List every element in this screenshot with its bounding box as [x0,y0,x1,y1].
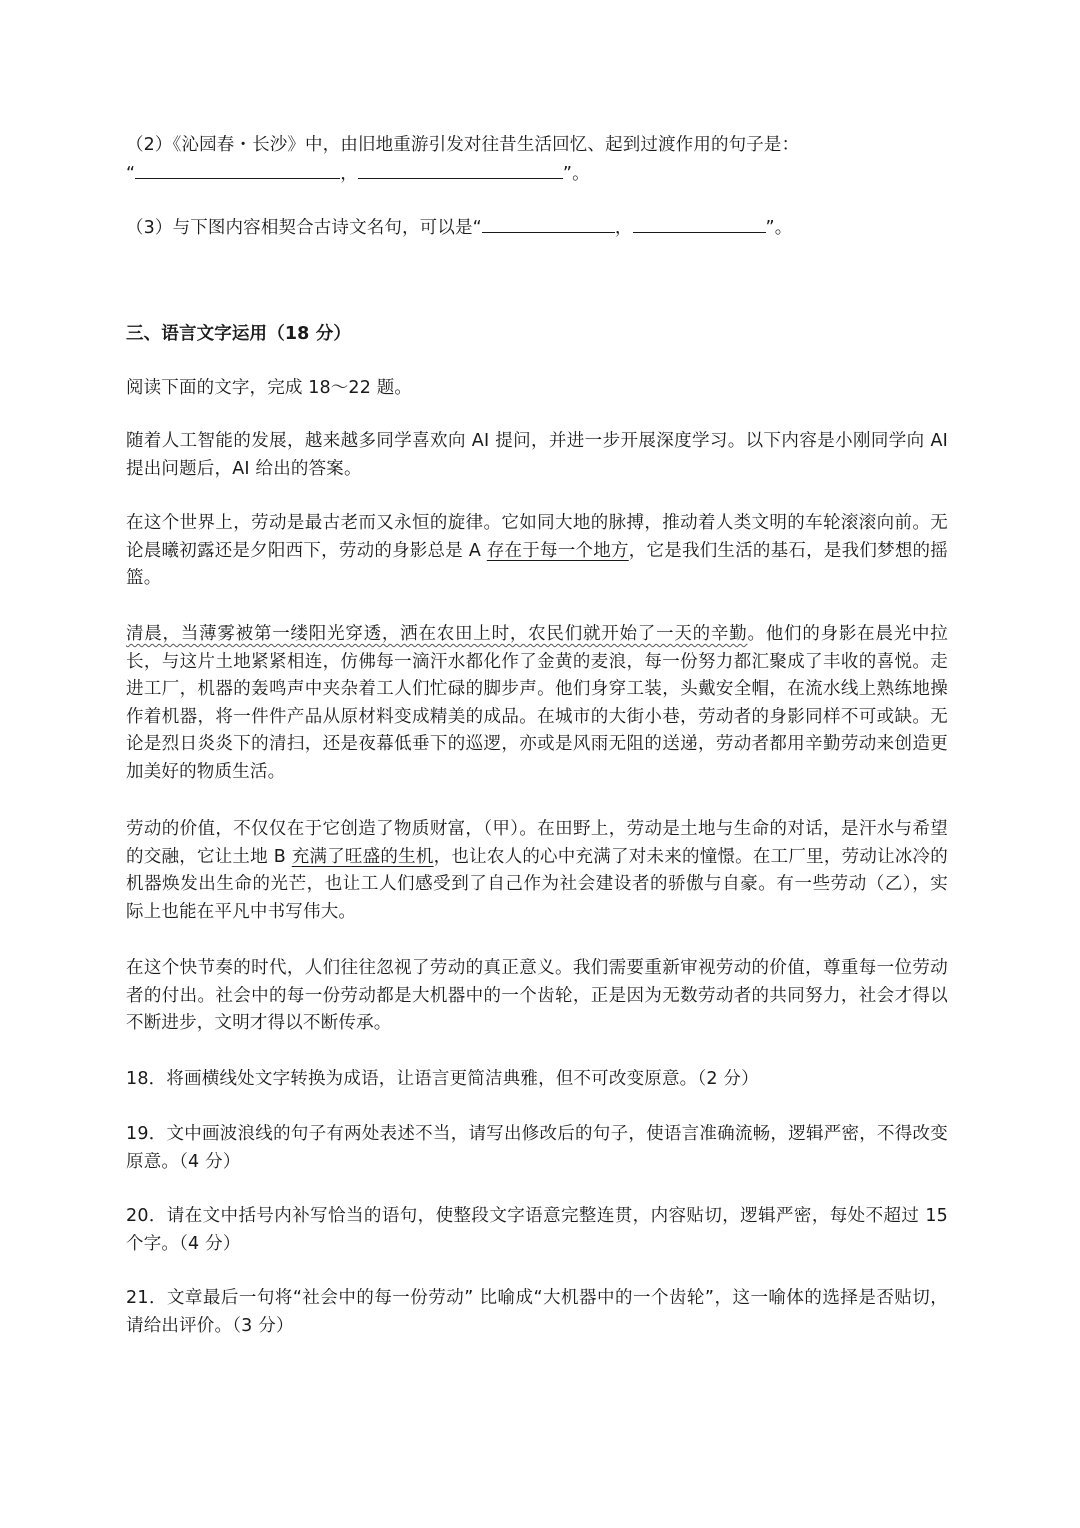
open-quote: “ [126,164,136,184]
question-20: 20．请在文中括号内补写恰当的语句，使整段文字语意完整连贯，内容贴切，逻辑严密，每处不超过 15 个字。（4 分） [126,1206,948,1254]
question-3-prompt: （3）与下图内容相契合古诗文名句，可以是“ [126,218,482,238]
passage-paragraph-4: 在这个快节奏的时代，人们往往忽视了劳动的真正意义。我们需要重新审视劳动的价值，尊重每一位劳动者的付出。社会中的每一份劳动都是大机器中的一个齿轮，正是因为无数劳动者的共同努力，社会才得以不断进步，文明才得以不断传承。 [126,958,948,1033]
p1-text-after: ，它是我们生活的基石，是我们梦想的摇篮。 [126,540,948,588]
wavy-underlined-sentence: 清晨，当薄雾被第一缕阳光穿透，洒在农田上时，农民们就开始了一天的辛勤 [126,624,748,644]
section-instruction: 阅读下面的文字，完成 18～22 题。 [126,378,413,398]
p3-text-after: ，也让农人的心中充满了对未来的憧憬。在工厂里，劳动让冰冷的机器焕发出生命的光芒，也让工人们感受到了自己作为社会建设者的骄傲与自豪。有一些劳动（乙），实际上也能在平凡中书写伟大。 [126,846,948,922]
question-19: 19．文中画波浪线的句子有两处表述不当，请写出修改后的句子，使语言准确流畅，逻辑严密，不得改变原意。（4 分） [126,1124,948,1172]
fill-in-question-2 [126,134,799,156]
answer-blank-1[interactable] [135,162,340,179]
passage-paragraph-2 [126,621,948,786]
section-heading: 三、语言文字运用（18 分） [126,324,352,344]
underlined-phrase-b: 充满了旺盛的生机 [291,846,434,867]
close-quote: ”。 [562,164,590,184]
question-18: 18．将画横线处文字转换为成语，让语言更简洁典雅，但不可改变原意。（2 分） [126,1069,759,1089]
p2-text-after: 。他们的身影在晨光中拉长，与这片土地紧紧相连，仿佛每一滴汗水都化作了金黄的麦浪，每一份努力都汇聚成了丰收的喜悦。走进工厂，机器的轰鸣声中夹杂着工人们忙碌的脚步声。他们身穿工装，头戴安全帽，在流水线上熟练地操作着机器，将一件件产品从原材料变成精美的成品。在城市的大街小巷，劳动者的身影同样不可或缺。无论是烈日炎炎下的清扫，还是夜幕低垂下的巡逻，亦或是风雨无阻的送递，劳动者都用辛勤劳动来创造更加美好的物质生活。 [126,624,948,782]
underlined-phrase-a: 存在于每一个地方 [486,540,629,561]
passage-paragraph-3 [126,816,948,926]
blank-comma: ， [340,164,358,184]
intro-paragraph: 随着人工智能的发展，越来越多同学喜欢向 AI 提问，并进一步开展深度学习。以下内容是小刚同学向 AI 提出问题后，AI 给出的答案。 [126,431,948,479]
blank-comma: ， [614,218,633,238]
answer-blank-3[interactable] [482,216,615,233]
p1-text-before: 在这个世界上，劳动是最古老而又永恒的旋律。它如同大地的脉搏，推动着人类文明的车轮滚滚向前。无论晨曦初露还是夕阳西下，劳动的身影总是 A [126,513,948,561]
close-quote: ”。 [765,218,793,238]
fill-in-question-3 [126,216,792,239]
fill-in-question-2-blanks [126,162,590,185]
answer-blank-4[interactable] [633,216,766,233]
p3-text-before: 劳动的价值，不仅仅在于它创造了物质财富，（甲）。在田野上，劳动是土地与生命的对话，是汗水与希望的交融，它让土地 B [126,819,948,867]
passage-paragraph-1 [126,510,948,593]
answer-blank-2[interactable] [358,162,563,179]
question-21: 21．文章最后一句将“社会中的每一份劳动” 比喻成“大机器中的一个齿轮”，这一喻体的选择是否贴切，请给出评价。（3 分） [126,1288,948,1336]
question-2-prompt: （2）《沁园春・长沙》中，由旧地重游引发对往昔生活回忆、起到过渡作用的句子是： [126,135,800,155]
